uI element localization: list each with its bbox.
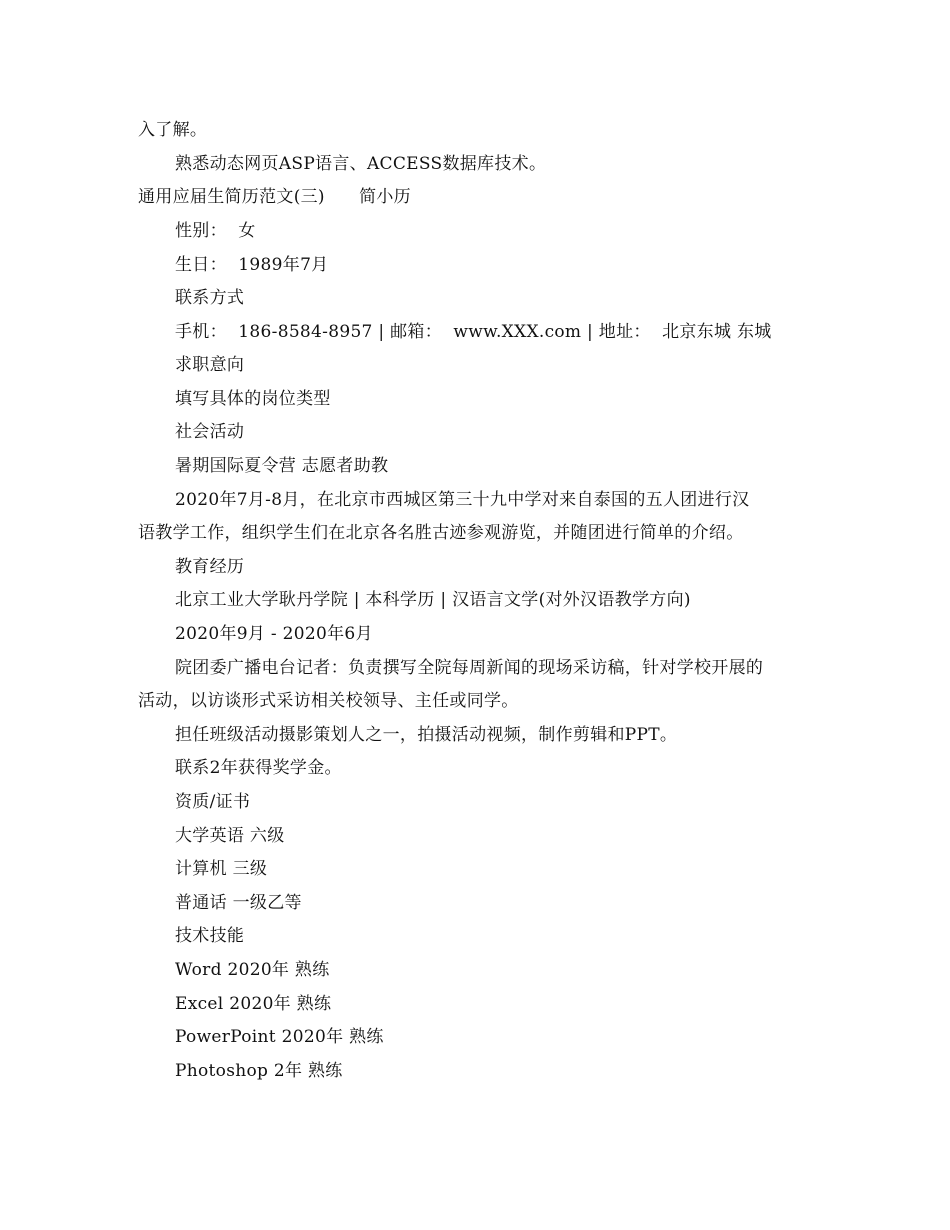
skills-heading: 技术技能 bbox=[175, 926, 245, 946]
education-detail-line-2: 活动，以访谈形式采访相关校领导、主任或同学。 bbox=[138, 691, 519, 711]
contact-details-line: 手机： 186-8584-8957 | 邮箱： www.XXX.com | 地址： 北京东城 东城 bbox=[175, 322, 772, 342]
education-school-line: 北京工业大学耿丹学院 | 本科学历 | 汉语言文学(对外汉语教学方向) bbox=[175, 590, 691, 610]
certificates-heading: 资质/证书 bbox=[175, 792, 251, 812]
job-intention-text: 填写具体的岗位类型 bbox=[175, 389, 331, 409]
education-dates-line: 2020年9月 - 2020年6月 bbox=[175, 624, 373, 644]
skill-powerpoint: PowerPoint 2020年 熟练 bbox=[175, 1027, 384, 1047]
text-line-2: 熟悉动态网页ASP语言、ACCESS数据库技术。 bbox=[175, 154, 547, 174]
job-intention-heading: 求职意向 bbox=[175, 355, 245, 375]
text-line-1: 入了解。 bbox=[138, 120, 208, 140]
certificate-english: 大学英语 六级 bbox=[175, 826, 285, 846]
contact-heading: 联系方式 bbox=[175, 288, 245, 308]
education-detail-line-1: 院团委广播电台记者：负责撰写全院每周新闻的现场采访稿，针对学校开展的 bbox=[175, 658, 764, 678]
education-heading: 教育经历 bbox=[175, 557, 245, 577]
education-detail-line-3: 担任班级活动摄影策划人之一，拍摄活动视频，制作剪辑和PPT。 bbox=[175, 725, 678, 745]
social-activity-heading: 社会活动 bbox=[175, 422, 245, 442]
education-detail-line-4: 联系2年获得奖学金。 bbox=[175, 758, 342, 778]
birthday-line: 生日： 1989年7月 bbox=[175, 255, 329, 275]
skill-excel: Excel 2020年 熟练 bbox=[175, 994, 332, 1014]
gender-line: 性别： 女 bbox=[175, 221, 256, 241]
activity-description-line-2: 语教学工作，组织学生们在北京各名胜古迹参观游览，并随团进行简单的介绍。 bbox=[138, 523, 744, 543]
skill-photoshop: Photoshop 2年 熟练 bbox=[175, 1061, 343, 1081]
section-title-resume: 通用应届生简历范文(三) 简小历 bbox=[138, 187, 411, 207]
certificate-mandarin: 普通话 一级乙等 bbox=[175, 893, 302, 913]
activity-title: 暑期国际夏令营 志愿者助教 bbox=[175, 456, 389, 476]
skill-word: Word 2020年 熟练 bbox=[175, 960, 330, 980]
certificate-computer: 计算机 三级 bbox=[175, 859, 268, 879]
activity-description-line-1: 2020年7月-8月，在北京市西城区第三十九中学对来自泰国的五人团进行汉 bbox=[175, 490, 750, 510]
